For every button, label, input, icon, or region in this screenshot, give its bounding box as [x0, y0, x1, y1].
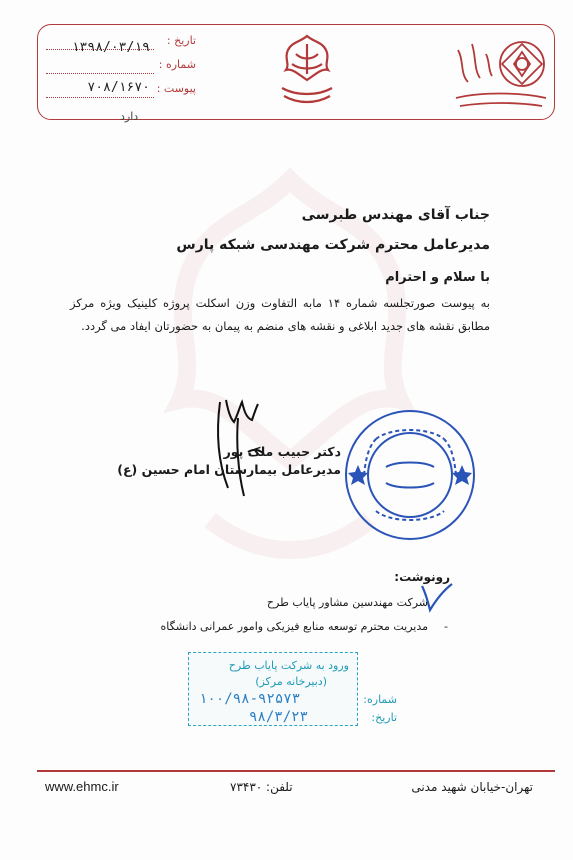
signer-title: مدیرعامل بیمارستان امام حسین (ع)	[117, 462, 341, 477]
stamp-number-label: شماره:	[363, 693, 397, 706]
attachment-value: ۷۰۸/۱۶۷۰	[87, 80, 150, 95]
signer-name: دکتر حبیب ملک پور	[223, 444, 341, 459]
university-logo	[450, 30, 550, 112]
letter-body: به پیوست صورتجلسه شماره ۱۴ مابه التفاوت وزن اسکلت پروژه کلینیک ویژه مرکز مطابق نقشه های جدید ابلاغی و نقشه های منضم به پیمان به حضورتان ایفاد می گردد.	[70, 296, 490, 333]
date-label: تاریخ :	[166, 34, 196, 47]
receipt-stamp	[188, 652, 397, 726]
cc-item: مدیریت محترم توسعه منابع فیزیکی وامور عمرانی دانشگاه	[160, 620, 428, 633]
addressee-name: جناب آقای مهندس طبرسی	[301, 207, 490, 223]
date-value: ۱۳۹۸/۰۳/۱۹	[71, 40, 150, 55]
footer-divider	[37, 770, 555, 772]
footer-phone: تلفن: ۷۳۴۳۰	[230, 780, 293, 794]
stamp-date-label: تاریخ:	[371, 711, 397, 724]
stamp-line1: ورود به شرکت پایاب طرح	[228, 659, 349, 672]
number-label: شماره :	[158, 58, 196, 71]
cc-bullet: -	[444, 620, 448, 633]
cc-heading: رونوشت:	[394, 570, 450, 584]
addressee-title: مدیرعامل محترم شرکت مهندسی شبکه پارس	[176, 237, 490, 253]
stamp-number-value: ۱۰۰/۹۸-۹۲۵۷۳	[199, 691, 301, 707]
attachment-label: پیوست :	[156, 82, 196, 95]
letter-meta	[46, 30, 196, 102]
stamp-line2: (دبیرخانه مرکز)	[255, 675, 327, 688]
cc-item: شرکت مهندسین مشاور پایاب طرح	[266, 596, 428, 609]
stamp-date-value: ۹۸/۳/۲۳	[249, 709, 309, 725]
greeting: با سلام و احترام	[385, 270, 490, 285]
footer-address: تهران-خیابان شهید مدنی	[411, 780, 533, 794]
attachment-row	[46, 78, 196, 102]
hospital-logo	[262, 30, 352, 112]
footer-website: www.ehmc.ir	[45, 779, 119, 794]
official-seal	[340, 405, 480, 545]
attachment-note: دارد	[120, 110, 139, 123]
